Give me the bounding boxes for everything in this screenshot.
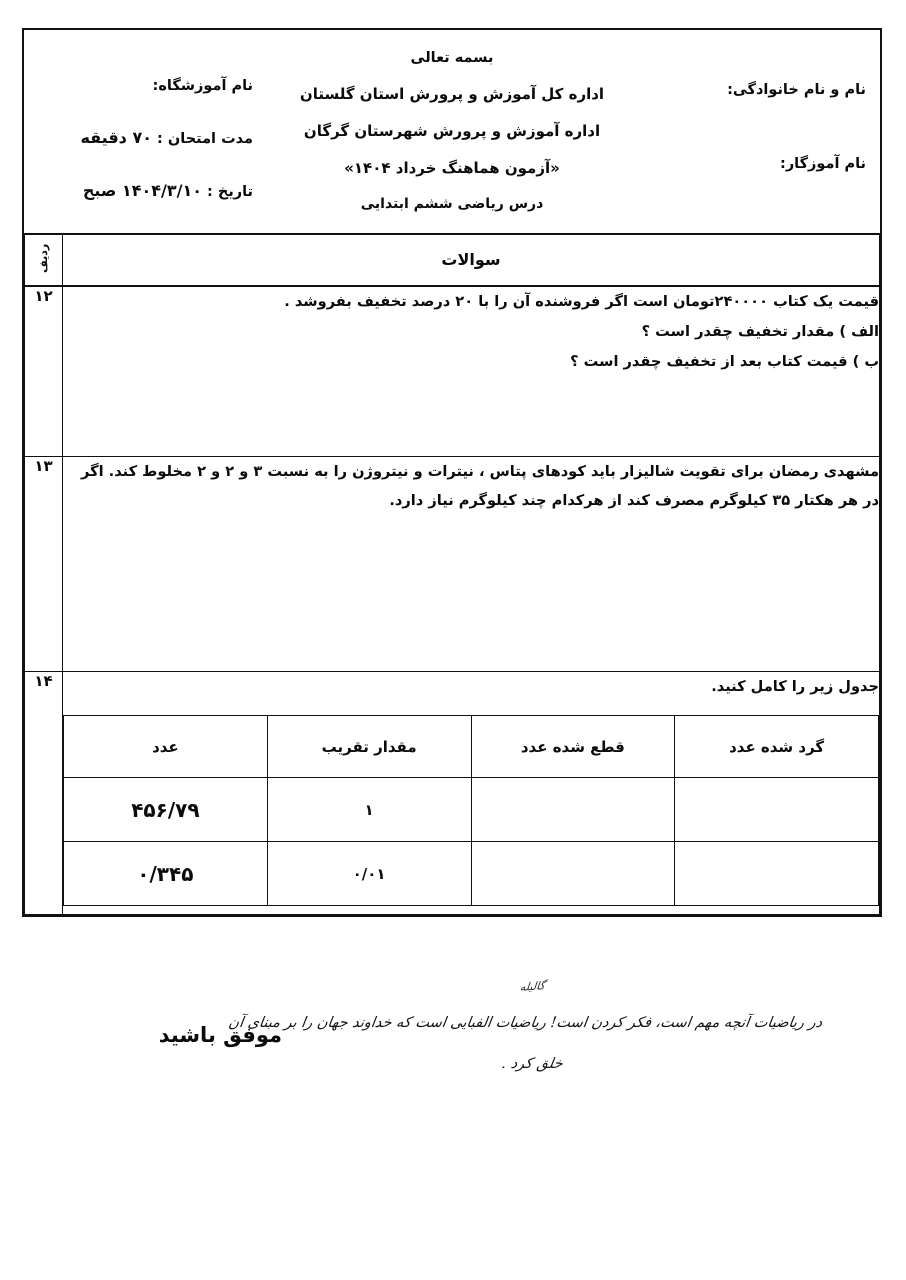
quote-line-2: خلق کرد .	[500, 1056, 564, 1073]
cell-rounded[interactable]	[675, 778, 879, 842]
cell-approx: ۱	[267, 778, 471, 842]
question-row	[25, 671, 880, 914]
completion-table-row	[64, 842, 879, 906]
exam-footer	[22, 975, 882, 1165]
exam-subject: درس ریاضی ششم ابتدایی	[360, 196, 544, 212]
question-14-body	[63, 671, 880, 914]
header-student-fields	[637, 30, 880, 233]
cell-number: ۰/۳۴۵	[64, 842, 268, 906]
good-luck-text: موفق باشید	[158, 1023, 282, 1047]
exam-duration	[80, 128, 253, 147]
questions-table-header-row	[25, 235, 880, 286]
duration-label: مدت امتحان :	[151, 131, 253, 147]
province-education-office: اداره کل آموزش و پرورش استان گلستان	[299, 85, 605, 103]
questions-header-label: سوالات	[441, 250, 501, 269]
cell-truncated[interactable]	[471, 842, 675, 906]
handwritten-quote	[227, 975, 824, 1082]
completion-table-row	[64, 778, 879, 842]
row-number-header-label: ردیف	[36, 243, 50, 273]
question-12-part-b: ب ) قیمت کتاب بعد از تخفیف چقدر است ؟	[570, 352, 879, 370]
exam-title: «آزمون هماهنگ خرداد ۱۴۰۴»	[344, 159, 560, 177]
question-13-number: ۱۳	[25, 456, 63, 671]
duration-value: ۷۰ دقیقه	[80, 128, 152, 147]
exam-frame	[22, 28, 882, 917]
date-value: ۱۴۰۴/۳/۱۰ صبح	[82, 181, 202, 200]
question-12-part-a: الف ) مقدار تخفیف چقدر است ؟	[641, 322, 879, 340]
question-13-line-1: مشهدی رمضان برای تقویت شالیزار باید کودهای پتاس ، نیترات و نیتروژن را به نسبت ۳ و ۲ و ۲ مخلوط کند. اگر	[81, 462, 879, 480]
completion-table	[63, 715, 879, 906]
questions-table	[24, 235, 880, 915]
column-header-truncated: قطع شده عدد	[471, 716, 675, 778]
question-13-body	[63, 456, 880, 671]
cell-approx: ۰/۰۱	[267, 842, 471, 906]
question-14-instruction: جدول زیر را کامل کنید.	[711, 677, 879, 695]
column-header-number: عدد	[64, 716, 268, 778]
question-row	[25, 286, 880, 456]
question-12-body	[63, 286, 880, 456]
exam-header	[24, 30, 880, 235]
cell-rounded[interactable]	[675, 842, 879, 906]
question-14-number: ۱۴	[25, 671, 63, 914]
city-education-office: اداره آموزش و پرورش شهرستان گرگان	[303, 122, 601, 140]
question-row	[25, 456, 880, 671]
quote-line-1: در ریاضیات آنچه مهم است، فکر کردن است! ریاضیات الفبایی است که خداوند جهان را بر مبنای آن	[227, 1015, 824, 1031]
question-12-number: ۱۲	[25, 286, 63, 456]
quote-attribution: گالیله	[518, 979, 546, 994]
completion-table-wrapper	[63, 701, 879, 906]
question-12-line-1: قیمت یک کتاب ۲۴۰۰۰۰تومان است اگر فروشنده آن را با ۲۰ درصد تخفیف بفروشد .	[284, 293, 879, 310]
completion-table-header-row	[64, 716, 879, 778]
questions-column-header	[63, 235, 880, 286]
row-number-column-header	[25, 235, 63, 286]
question-13-line-2: در هر هکتار ۳۵ کیلوگرم مصرف کند از هرکدام چند کیلوگرم نیاز دارد.	[389, 492, 879, 510]
cell-truncated[interactable]	[471, 778, 675, 842]
column-header-rounded: گرد شده عدد	[675, 716, 879, 778]
exam-date	[83, 181, 253, 200]
teacher-name-label: نام آموزگار:	[780, 156, 866, 172]
school-name-label: نام آموزشگاه:	[152, 78, 253, 94]
cell-number: ۴۵۶/۷۹	[64, 778, 268, 842]
student-name-label: نام و نام خانوادگی:	[727, 82, 866, 98]
column-header-approx: مقدار تقریب	[267, 716, 471, 778]
date-label: تاریخ :	[201, 184, 253, 200]
header-titles	[267, 30, 637, 233]
header-exam-meta	[24, 30, 267, 233]
bismillah-text: بسمه تعالی	[410, 50, 494, 66]
